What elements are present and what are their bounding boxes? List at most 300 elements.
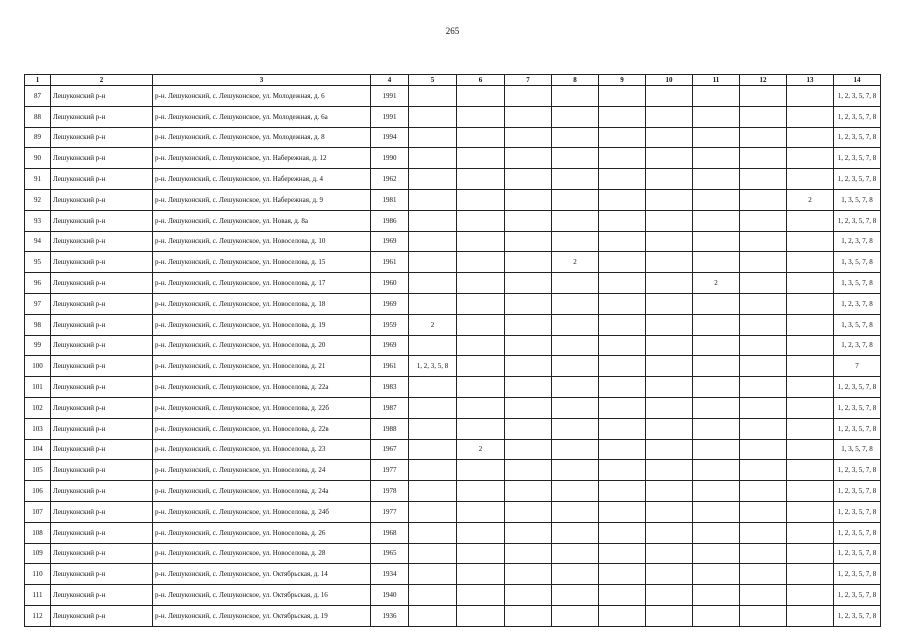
table-cell: [552, 314, 599, 335]
table-cell: [505, 585, 552, 606]
table-cell: [552, 522, 599, 543]
table-cell: р-н. Лешуконский, с. Лешуконское, ул. Новоселова, д. 24б: [153, 501, 371, 522]
table-cell: 1, 2, 3, 5, 7, 8: [834, 418, 881, 439]
table-cell: [505, 169, 552, 190]
table-cell: [505, 501, 552, 522]
table-cell: [599, 231, 646, 252]
table-cell: [599, 86, 646, 107]
table-cell: 1990: [371, 148, 409, 169]
table-cell: [457, 189, 505, 210]
table-cell: [457, 314, 505, 335]
table-cell: Лешуконский р-н: [51, 106, 153, 127]
table-cell: 7: [834, 356, 881, 377]
table-cell: [646, 439, 693, 460]
table-cell: [646, 460, 693, 481]
table-cell: р-н. Лешуконский, с. Лешуконское, ул. Октябрьская, д. 16: [153, 585, 371, 606]
table-cell: р-н. Лешуконский, с. Лешуконское, ул. Новоселова, д. 26: [153, 522, 371, 543]
table-cell: Лешуконский р-н: [51, 418, 153, 439]
table-cell: [552, 127, 599, 148]
table-row: [25, 543, 881, 564]
table-cell: [693, 189, 740, 210]
table-cell: Лешуконский р-н: [51, 127, 153, 148]
table-cell: [646, 585, 693, 606]
column-header: 3: [153, 75, 371, 86]
table-cell: [740, 210, 787, 231]
table-cell: [505, 210, 552, 231]
table-row: [25, 585, 881, 606]
table-cell: [740, 377, 787, 398]
table-cell: [552, 501, 599, 522]
table-cell: [505, 564, 552, 585]
table-cell: [740, 439, 787, 460]
table-cell: 99: [25, 335, 51, 356]
table-row: [25, 501, 881, 522]
table-row: [25, 522, 881, 543]
table-cell: [505, 273, 552, 294]
table-cell: [505, 106, 552, 127]
table-cell: [552, 460, 599, 481]
table-cell: р-н. Лешуконский, с. Лешуконское, ул. Новоселова, д. 20: [153, 335, 371, 356]
table-cell: [457, 377, 505, 398]
table-cell: 87: [25, 86, 51, 107]
table-cell: 1981: [371, 189, 409, 210]
table-cell: 1969: [371, 293, 409, 314]
table-cell: [599, 293, 646, 314]
table-cell: [552, 210, 599, 231]
table-cell: [552, 86, 599, 107]
table-cell: [740, 273, 787, 294]
table-cell: Лешуконский р-н: [51, 189, 153, 210]
table-row: [25, 335, 881, 356]
table-row: [25, 481, 881, 502]
table-cell: [599, 335, 646, 356]
table-cell: [552, 273, 599, 294]
table-cell: 2: [409, 314, 457, 335]
table-cell: р-н. Лешуконский, с. Лешуконское, ул. Набережная, д. 4: [153, 169, 371, 190]
table-cell: р-н. Лешуконский, с. Лешуконское, ул. Новоселова, д. 17: [153, 273, 371, 294]
table-cell: [409, 522, 457, 543]
table-row: [25, 356, 881, 377]
table-cell: [552, 481, 599, 502]
table-cell: Лешуконский р-н: [51, 273, 153, 294]
table-cell: [693, 397, 740, 418]
table-cell: [787, 106, 834, 127]
table-cell: [409, 460, 457, 481]
table-cell: [740, 564, 787, 585]
table-cell: [787, 460, 834, 481]
table-cell: 1, 2, 3, 5, 7, 8: [834, 564, 881, 585]
table-cell: 96: [25, 273, 51, 294]
column-header: 2: [51, 75, 153, 86]
table-row: [25, 460, 881, 481]
table-row: [25, 252, 881, 273]
table-cell: [457, 605, 505, 626]
table-cell: [787, 543, 834, 564]
table-cell: [693, 148, 740, 169]
table-cell: Лешуконский р-н: [51, 481, 153, 502]
table-cell: [787, 127, 834, 148]
table-cell: [787, 418, 834, 439]
table-cell: [646, 231, 693, 252]
table-cell: [740, 127, 787, 148]
column-header: 14: [834, 75, 881, 86]
table-cell: [693, 356, 740, 377]
table-cell: [787, 377, 834, 398]
table-row: [25, 439, 881, 460]
table-cell: [457, 501, 505, 522]
table-cell: 1, 2, 3, 5, 7, 8: [834, 127, 881, 148]
table-cell: 1987: [371, 397, 409, 418]
table-cell: 89: [25, 127, 51, 148]
table-cell: р-н. Лешуконский, с. Лешуконское, ул. Новоселова, д. 15: [153, 252, 371, 273]
table-cell: [693, 585, 740, 606]
table-cell: 112: [25, 605, 51, 626]
table-cell: 1, 2, 3, 5, 7, 8: [834, 585, 881, 606]
table-cell: [693, 481, 740, 502]
table-cell: [599, 397, 646, 418]
table-cell: [693, 293, 740, 314]
table-cell: [457, 231, 505, 252]
table-cell: [787, 356, 834, 377]
table-cell: р-н. Лешуконский, с. Лешуконское, ул. Новоселова, д. 28: [153, 543, 371, 564]
table-cell: [409, 231, 457, 252]
table-cell: 1978: [371, 481, 409, 502]
table-cell: р-н. Лешуконский, с. Лешуконское, ул. Набережная, д. 9: [153, 189, 371, 210]
table-cell: [599, 314, 646, 335]
table-row: [25, 273, 881, 294]
table-cell: [505, 356, 552, 377]
table-cell: 1962: [371, 169, 409, 190]
table-cell: 1, 2, 3, 5, 7, 8: [834, 522, 881, 543]
table-row: [25, 106, 881, 127]
table-cell: [457, 293, 505, 314]
table-cell: 95: [25, 252, 51, 273]
table-cell: [740, 189, 787, 210]
table-cell: [740, 397, 787, 418]
table-row: [25, 377, 881, 398]
table-cell: 107: [25, 501, 51, 522]
table-cell: [693, 106, 740, 127]
table-cell: [409, 481, 457, 502]
table-cell: [599, 189, 646, 210]
table-cell: [646, 522, 693, 543]
table-cell: [646, 148, 693, 169]
table-cell: [505, 252, 552, 273]
table-cell: [505, 314, 552, 335]
table-cell: р-н. Лешуконский, с. Лешуконское, ул. Новоселова, д. 19: [153, 314, 371, 335]
table-cell: Лешуконский р-н: [51, 377, 153, 398]
table-cell: Лешуконский р-н: [51, 585, 153, 606]
table-cell: 1961: [371, 356, 409, 377]
table-cell: 2: [693, 273, 740, 294]
table-cell: [740, 605, 787, 626]
table-row: [25, 231, 881, 252]
table-cell: [740, 585, 787, 606]
table-cell: [646, 314, 693, 335]
table-cell: [552, 439, 599, 460]
table-cell: [787, 169, 834, 190]
table-cell: [599, 460, 646, 481]
table-row: [25, 293, 881, 314]
table-cell: [740, 418, 787, 439]
table-cell: 93: [25, 210, 51, 231]
table-cell: 1, 2, 3, 7, 8: [834, 335, 881, 356]
table-cell: 1969: [371, 335, 409, 356]
table-cell: [552, 564, 599, 585]
table-cell: 1961: [371, 252, 409, 273]
table-cell: [409, 273, 457, 294]
table-cell: 1, 3, 5, 7, 8: [834, 439, 881, 460]
table-cell: 88: [25, 106, 51, 127]
table-cell: [646, 335, 693, 356]
table-cell: [552, 148, 599, 169]
table-cell: [693, 210, 740, 231]
table-cell: Лешуконский р-н: [51, 293, 153, 314]
table-cell: р-н. Лешуконский, с. Лешуконское, ул. Новоселова, д. 22в: [153, 418, 371, 439]
table-cell: 90: [25, 148, 51, 169]
table-cell: [599, 522, 646, 543]
table-cell: [740, 522, 787, 543]
table-cell: [599, 501, 646, 522]
table-cell: [646, 501, 693, 522]
table-cell: 1, 2, 3, 5, 7, 8: [834, 377, 881, 398]
table-cell: [646, 106, 693, 127]
table-cell: [457, 522, 505, 543]
table-cell: Лешуконский р-н: [51, 314, 153, 335]
table-row: [25, 189, 881, 210]
table-cell: Лешуконский р-н: [51, 605, 153, 626]
table-cell: [740, 231, 787, 252]
table-cell: [787, 86, 834, 107]
table-cell: 1, 2, 3, 5, 7, 8: [834, 169, 881, 190]
table-cell: 1, 2, 3, 5, 8: [409, 356, 457, 377]
column-header: 6: [457, 75, 505, 86]
table-cell: [505, 481, 552, 502]
table-cell: [646, 543, 693, 564]
table-cell: 1, 2, 3, 5, 7, 8: [834, 501, 881, 522]
table-cell: [646, 273, 693, 294]
table-cell: [693, 460, 740, 481]
table-cell: [693, 252, 740, 273]
table-cell: 98: [25, 314, 51, 335]
table-cell: [646, 356, 693, 377]
table-cell: [552, 231, 599, 252]
table-cell: [787, 210, 834, 231]
page-number: 265: [445, 26, 460, 36]
table-cell: [740, 543, 787, 564]
table-cell: 110: [25, 564, 51, 585]
housing-table: [24, 74, 881, 627]
table-cell: [787, 564, 834, 585]
table-cell: 1, 2, 3, 5, 7, 8: [834, 106, 881, 127]
table-cell: [457, 335, 505, 356]
table-cell: [505, 148, 552, 169]
table-cell: [787, 293, 834, 314]
table-cell: Лешуконский р-н: [51, 148, 153, 169]
table-cell: [457, 564, 505, 585]
table-cell: р-н. Лешуконский, с. Лешуконское, ул. Новоселова, д. 24а: [153, 481, 371, 502]
table-cell: 1977: [371, 460, 409, 481]
table-cell: [787, 252, 834, 273]
table-cell: [457, 543, 505, 564]
table-cell: 103: [25, 418, 51, 439]
column-header: 10: [646, 75, 693, 86]
table-cell: [409, 605, 457, 626]
table-cell: р-н. Лешуконский, с. Лешуконское, ул. Новоселова, д. 21: [153, 356, 371, 377]
table-row: [25, 314, 881, 335]
table-cell: [599, 127, 646, 148]
table-cell: [740, 481, 787, 502]
table-cell: 1, 3, 5, 7, 8: [834, 189, 881, 210]
table-cell: [599, 377, 646, 398]
table-cell: [599, 481, 646, 502]
table-cell: [646, 377, 693, 398]
table-cell: [409, 335, 457, 356]
table-cell: 1969: [371, 231, 409, 252]
table-cell: 92: [25, 189, 51, 210]
table-cell: [505, 543, 552, 564]
table-cell: [693, 231, 740, 252]
table-cell: 1, 2, 3, 5, 7, 8: [834, 460, 881, 481]
table-cell: 1, 2, 3, 7, 8: [834, 231, 881, 252]
table-cell: [409, 439, 457, 460]
table-cell: Лешуконский р-н: [51, 169, 153, 190]
table-header-row: [25, 75, 881, 86]
table-cell: [409, 252, 457, 273]
table-cell: [409, 106, 457, 127]
table-cell: [599, 106, 646, 127]
table-cell: 1, 2, 3, 5, 7, 8: [834, 86, 881, 107]
table-cell: [646, 189, 693, 210]
table-cell: [505, 522, 552, 543]
table-row: [25, 148, 881, 169]
table-cell: [740, 460, 787, 481]
table-cell: [552, 418, 599, 439]
table-cell: [457, 86, 505, 107]
table-cell: р-н. Лешуконский, с. Лешуконское, ул. Новоселова, д. 24: [153, 460, 371, 481]
column-header: 4: [371, 75, 409, 86]
table-cell: [693, 86, 740, 107]
table-cell: 1, 3, 5, 7, 8: [834, 252, 881, 273]
table-cell: [787, 231, 834, 252]
table-cell: 100: [25, 356, 51, 377]
table-cell: [409, 293, 457, 314]
table-cell: [409, 585, 457, 606]
column-header: 5: [409, 75, 457, 86]
table-cell: [693, 522, 740, 543]
table-cell: р-н. Лешуконский, с. Лешуконское, ул. Новая, д. 8а: [153, 210, 371, 231]
table-cell: [646, 564, 693, 585]
table-cell: [599, 273, 646, 294]
table-cell: [552, 293, 599, 314]
table-cell: [599, 418, 646, 439]
table-row: [25, 86, 881, 107]
table-cell: 1977: [371, 501, 409, 522]
table-cell: [740, 501, 787, 522]
table-cell: [505, 293, 552, 314]
table-cell: [552, 169, 599, 190]
table-cell: 1, 3, 5, 7, 8: [834, 314, 881, 335]
table-cell: [409, 418, 457, 439]
table-row: [25, 169, 881, 190]
table-cell: р-н. Лешуконский, с. Лешуконское, ул. Новоселова, д. 23: [153, 439, 371, 460]
table-cell: Лешуконский р-н: [51, 252, 153, 273]
table-cell: Лешуконский р-н: [51, 356, 153, 377]
table-cell: 1983: [371, 377, 409, 398]
table-cell: [457, 481, 505, 502]
table-cell: [505, 605, 552, 626]
table-cell: [740, 356, 787, 377]
table-cell: Лешуконский р-н: [51, 86, 153, 107]
table-cell: [552, 189, 599, 210]
table-cell: [409, 377, 457, 398]
table-cell: [740, 106, 787, 127]
table-cell: Лешуконский р-н: [51, 439, 153, 460]
table-cell: [740, 335, 787, 356]
table-cell: [693, 605, 740, 626]
table-cell: [787, 335, 834, 356]
table-cell: Лешуконский р-н: [51, 210, 153, 231]
table-cell: [693, 418, 740, 439]
table-cell: 2: [457, 439, 505, 460]
table-cell: [505, 377, 552, 398]
table-cell: Лешуконский р-н: [51, 460, 153, 481]
table-cell: [552, 335, 599, 356]
table-cell: [457, 418, 505, 439]
table-cell: [599, 564, 646, 585]
table-cell: [740, 293, 787, 314]
column-header: 11: [693, 75, 740, 86]
table-cell: 1, 2, 3, 5, 7, 8: [834, 210, 881, 231]
table-cell: [646, 481, 693, 502]
table-cell: [599, 543, 646, 564]
table-cell: [599, 169, 646, 190]
table-cell: [787, 585, 834, 606]
table-cell: [646, 605, 693, 626]
table-cell: [409, 564, 457, 585]
table-cell: 94: [25, 231, 51, 252]
table-cell: [740, 86, 787, 107]
table-cell: [740, 169, 787, 190]
column-header: 13: [787, 75, 834, 86]
column-header: 1: [25, 75, 51, 86]
table-cell: Лешуконский р-н: [51, 543, 153, 564]
table-cell: [740, 314, 787, 335]
table-cell: 1960: [371, 273, 409, 294]
table-cell: [599, 356, 646, 377]
table-cell: Лешуконский р-н: [51, 564, 153, 585]
table-cell: [552, 397, 599, 418]
table-cell: Лешуконский р-н: [51, 335, 153, 356]
table-cell: [787, 273, 834, 294]
table-cell: [505, 189, 552, 210]
table-cell: 1988: [371, 418, 409, 439]
table-cell: [787, 522, 834, 543]
table-cell: 106: [25, 481, 51, 502]
table-cell: р-н. Лешуконский, с. Лешуконское, ул. Набережная, д. 12: [153, 148, 371, 169]
table-cell: 102: [25, 397, 51, 418]
table-cell: Лешуконский р-н: [51, 397, 153, 418]
table-cell: [505, 231, 552, 252]
table-cell: [646, 210, 693, 231]
table-cell: [505, 397, 552, 418]
column-header: 8: [552, 75, 599, 86]
table-cell: р-н. Лешуконский, с. Лешуконское, ул. Новоселова, д. 22а: [153, 377, 371, 398]
table-cell: 1986: [371, 210, 409, 231]
table-cell: [646, 293, 693, 314]
table-cell: [457, 169, 505, 190]
table-cell: [409, 501, 457, 522]
